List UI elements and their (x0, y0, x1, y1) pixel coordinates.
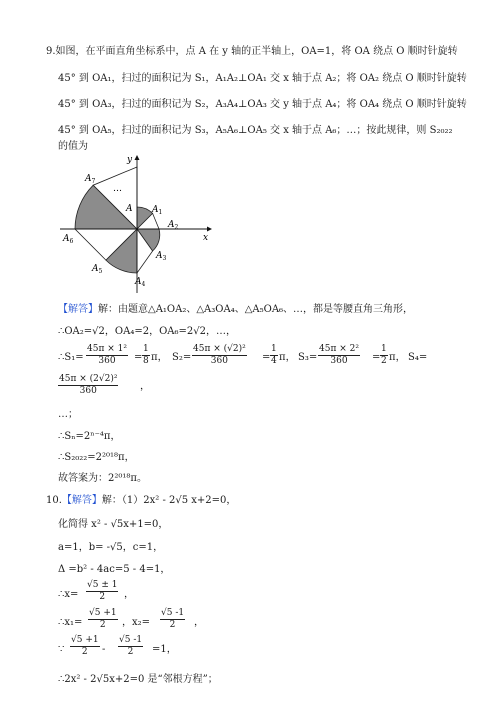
x2-frac (160, 608, 185, 631)
q10-line-1 (46, 494, 236, 507)
label-a7-sub: 7 (91, 178, 96, 185)
q9-line-4: 45° 到 OA₅，扫过的面积记为 S₃，A₅A₆⊥OA₅ 交 x 轴于点 A₆；…；按此规律，则 S₂₀₂₂ (58, 125, 453, 136)
s2-n2: 1 (271, 344, 277, 354)
label-a7: A (85, 174, 92, 184)
check-mid: - (102, 644, 106, 655)
x-arrow (207, 227, 212, 232)
x2-pre: ，x₂= (122, 617, 151, 628)
label-a3-sub: 3 (162, 255, 167, 262)
x1-frac (88, 608, 118, 631)
check-pre: ∵ (58, 644, 65, 655)
s1-mid: = (134, 352, 143, 363)
x-frac (86, 580, 118, 603)
s2-den: 360 (210, 356, 228, 366)
svg-text:A1 (151, 205, 162, 216)
s1-frac (86, 344, 128, 367)
s2-frac-2 (270, 344, 278, 367)
s3-frac-2 (380, 344, 388, 367)
check-n1: √5 +1 (71, 635, 99, 645)
s3-n2: 1 (381, 344, 387, 354)
a9-line-7: 故答案为：2²⁰¹⁸π。 (58, 473, 147, 484)
s2-mid: = (262, 352, 271, 363)
svg-text:A5 (91, 264, 103, 275)
s1-d2: 8 (143, 356, 149, 366)
s3-mid: = (372, 352, 381, 363)
x-end: ， (124, 589, 134, 600)
svg-text:A7 (84, 174, 96, 185)
q10-num: 10. (46, 495, 62, 506)
s4-pre: S₄= (408, 352, 428, 363)
x1-pre: ∴x₁= (58, 617, 83, 628)
x1-num: √5 +1 (89, 608, 117, 618)
q10-line-1-text: 解：（1）2x² - 2√5 x+2=0， (101, 495, 237, 506)
label-a6: A (63, 234, 70, 244)
s1-frac-2 (142, 344, 150, 367)
a9-line-1-text: 解：由题意△A₁OA₂、△A₃OA₄、△A₅OA₆、…，都是等腰直角三角形， (98, 304, 414, 315)
x2-den: 2 (169, 620, 176, 630)
s3-d2: 2 (381, 356, 387, 366)
label-a: A (126, 204, 133, 214)
label-a3: A (156, 251, 163, 261)
label-a5-sub: 5 (98, 268, 103, 275)
s2-pre: S₂= (172, 352, 192, 363)
a9-line-2: ∴OA₂=√2，OA₄=2，OA₆=2√2，…， (58, 326, 236, 337)
s1-pre: ∴S₁= (58, 352, 84, 363)
q10-line-2: 化简得 x² - √5x+1=0， (58, 519, 169, 530)
s3-den: 360 (330, 356, 348, 366)
svg-text:A3 (155, 251, 167, 262)
s1-den: 360 (98, 356, 116, 366)
a9-tag: 【解答】 (58, 304, 98, 315)
q10-line-4: Δ =b² - 4ac=5 - 4=1， (58, 564, 171, 575)
q10-last-line: ∴2x² - 2√5x+2=0 是“邻根方程”； (58, 674, 218, 685)
check-n2: √5 -1 (119, 635, 143, 645)
svg-text:A4 (134, 277, 146, 288)
s2-end: π， (279, 352, 296, 363)
a9-line-1 (58, 303, 413, 316)
s4-num: 45π × (2√2)² (59, 374, 118, 384)
label-dots: … (113, 184, 122, 194)
label-a4: A (135, 277, 142, 287)
label-x: x (203, 233, 209, 243)
s2-num: 45π × (√2)² (193, 344, 246, 354)
s4-frac (58, 374, 118, 397)
check-d2: 2 (127, 647, 134, 657)
label-a2-sub: 2 (174, 224, 179, 231)
s4-end: ， (140, 381, 150, 392)
q9-line-1: 9.如图，在平面直角坐标系中，点 A 在 y 轴的正半轴上，OA=1，将 OA 绕点 O 顺时针旋转 (46, 46, 458, 57)
label-a1-sub: 1 (158, 209, 163, 216)
s3-end: π， (389, 352, 406, 363)
s1-end: π， (151, 352, 168, 363)
label-a2: A (168, 220, 175, 230)
x-den: 2 (99, 592, 106, 602)
x1-den: 2 (99, 620, 106, 630)
label-a1: A (152, 205, 159, 215)
s1-num: 45π × 1² (87, 344, 127, 354)
q9-line-2: 45° 到 OA₁，扫过的面积记为 S₁，A₁A₂⊥OA₁ 交 x 轴于点 A₂；将 OA₂ 绕点 O 顺时针旋转 (58, 73, 467, 84)
s2-d2: 4 (271, 356, 277, 366)
x2-num: √5 -1 (161, 608, 185, 618)
y-arrow (135, 155, 140, 160)
check-end: =1， (152, 644, 177, 655)
q9-line-5: 的值为 (58, 141, 88, 152)
rotation-figure (55, 148, 215, 298)
svg-text:A2 (167, 220, 179, 231)
s3-frac (318, 344, 360, 367)
s3-pre: S₃= (298, 352, 318, 363)
a9-line-4: …； (58, 409, 78, 420)
x-num: √5 ± 1 (87, 580, 118, 590)
x2-end: ， (194, 617, 204, 628)
s3-num: 45π × 2² (319, 344, 359, 354)
x-pre: ∴x= (58, 589, 79, 600)
a9-line-6: ∴S₂₀₂₂=2²⁰¹⁸π， (58, 452, 135, 463)
check-d1: 2 (81, 647, 88, 657)
svg-text:A6 (62, 234, 74, 245)
check-frac-1 (70, 635, 100, 658)
q9-line-3: 45° 到 OA₃，扫过的面积记为 S₂，A₃A₄⊥OA₃ 交 y 轴于点 A₄；将 OA₄ 绕点 O 顺时针旋转 (58, 99, 467, 110)
label-a4-sub: 4 (141, 281, 146, 288)
check-frac-2 (118, 635, 143, 658)
a9-line-5: ∴Sₙ=2ⁿ⁻⁴π， (58, 431, 121, 442)
label-a6-sub: 6 (69, 238, 74, 245)
s4-den: 360 (79, 386, 97, 396)
q10-tag: 【解答】 (61, 495, 102, 506)
q10-line-3: a=1，b= -√5，c=1， (58, 542, 164, 553)
s1-n2: 1 (143, 344, 149, 354)
label-y: y (127, 155, 133, 165)
s2-frac (192, 344, 247, 367)
label-a5: A (92, 264, 99, 274)
